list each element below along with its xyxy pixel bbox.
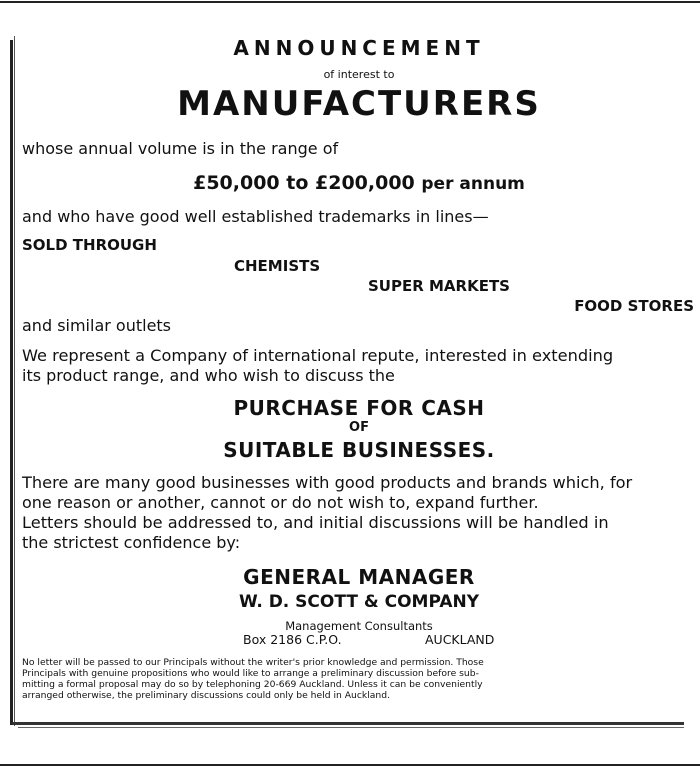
company-descriptor: Management Consultants [285, 619, 433, 633]
frame-bottom-inner-border [18, 727, 684, 728]
city: AUCKLAND [425, 632, 495, 647]
similar-outlets-line: and similar outlets [22, 316, 172, 335]
footnote-line4: arranged otherwise, the preliminary discussions could only be held in Auckland. [22, 690, 390, 701]
footnote-line3: mitting a formal proposal may do so by telephoning 20-669 Auckland. Unless it can be conveniently [22, 679, 483, 690]
closing-line3: Letters should be addressed to, and initial discussions will be handled in [22, 513, 609, 532]
outlet-food-stores: FOOD STORES [574, 297, 694, 315]
closing-line1: There are many good businesses with good products and brands which, for [22, 473, 633, 492]
closing-line2: one reason or another, cannot or do not wish to, expand further. [22, 493, 539, 512]
outlet-super-markets: SUPER MARKETS [368, 277, 510, 295]
outlet-chemists: CHEMISTS [234, 257, 321, 275]
company-paragraph-line2: its product range, and who wish to discuss the [22, 366, 395, 385]
price-amount: £50,000 to £200,000 [193, 172, 415, 194]
announcement-heading: ANNOUNCEMENT [233, 36, 485, 60]
purchase-line3: SUITABLE BUSINESSES. [223, 438, 495, 462]
announcement-subheading: of interest to [323, 68, 395, 81]
frame-bottom-border [12, 722, 684, 725]
general-manager: GENERAL MANAGER [243, 565, 475, 589]
purchase-line2: OF [349, 420, 369, 435]
footnote-line2: Principals with genuine propositions who would like to arrange a preliminary discussion before sub- [22, 668, 479, 679]
trademarks-line: and who have good well established trademarks in lines— [22, 207, 489, 226]
company-name: W. D. SCOTT & COMPANY [238, 592, 480, 612]
company-paragraph-line1: We represent a Company of international repute, interested in extending [22, 346, 614, 365]
price-range [22, 172, 696, 194]
sold-through-label: SOLD THROUGH [22, 236, 157, 254]
purchase-line1: PURCHASE FOR CASH [233, 396, 485, 420]
box-address: Box 2186 C.P.O. [243, 632, 342, 647]
top-rule [0, 1, 700, 3]
frame-left-inner-border [14, 36, 15, 726]
volume-line: whose annual volume is in the range of [22, 139, 339, 158]
price-unit: per annum [421, 174, 525, 194]
manufacturers-title: MANUFACTURERS [177, 84, 541, 124]
closing-line4: the strictest confidence by: [22, 533, 241, 552]
bottom-rule [0, 764, 700, 766]
frame-left-border [10, 40, 13, 725]
footnote-line1: No letter will be passed to our Principals without the writer's prior knowledge and permission. Those [22, 657, 484, 668]
